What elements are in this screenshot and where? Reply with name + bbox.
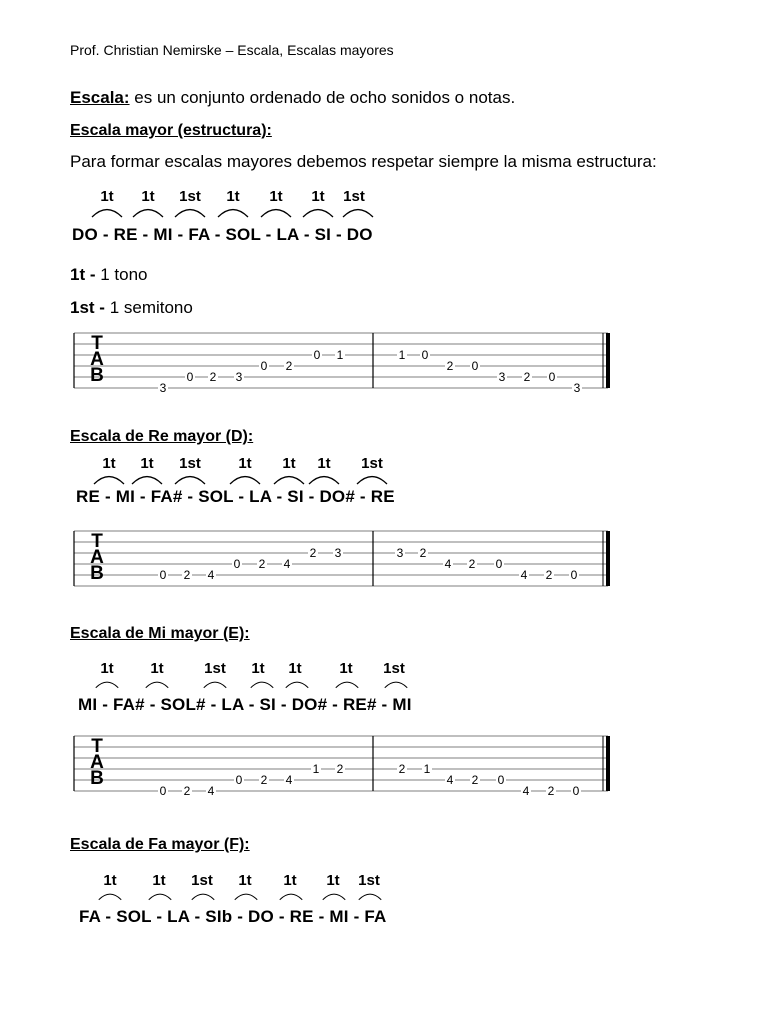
interval-label: 1st <box>191 872 213 889</box>
interval-label: 1st <box>358 872 380 889</box>
tab-fret-number: 2 <box>285 359 293 373</box>
slur-arc <box>250 678 274 690</box>
tab-fret-number: 2 <box>446 359 454 373</box>
slur-arc <box>234 890 258 902</box>
tab-fret-number: 2 <box>471 773 479 787</box>
tab-fret-number: 0 <box>495 557 503 571</box>
tab-clef-letter: A <box>90 349 104 370</box>
tab-fret-number: 2 <box>468 557 476 571</box>
tab-clef-letter: T <box>91 333 103 354</box>
interval-label: 1t <box>100 660 114 677</box>
tab-fret-number: 4 <box>520 568 528 582</box>
tab-fret-number: 3 <box>396 546 404 560</box>
interval-label: 1t <box>152 872 166 889</box>
tab-fret-number: 3 <box>235 370 243 384</box>
slur-arc <box>131 473 163 485</box>
definition-term: Escala: <box>70 88 130 107</box>
slur-arc <box>145 678 169 690</box>
tab-fret-number: 3 <box>334 546 342 560</box>
tab-fret-number: 0 <box>159 568 167 582</box>
interval-label: 1t <box>100 188 114 205</box>
tab-fret-number: 0 <box>572 784 580 798</box>
tab-clef-letter: A <box>90 547 104 568</box>
tab-fret-number: 2 <box>545 568 553 582</box>
tab-fret-number: 0 <box>186 370 194 384</box>
tab-fret-number: 0 <box>570 568 578 582</box>
interval-label: 1t <box>238 455 252 472</box>
slur-arc <box>191 890 215 902</box>
interval-row-fa <box>0 872 768 898</box>
tab-fret-number: 4 <box>285 773 293 787</box>
tab-fret-number: 1 <box>336 348 344 362</box>
slur-arc <box>356 473 388 485</box>
interval-label: 1st <box>343 188 365 205</box>
slur-arc <box>285 678 309 690</box>
tab-fret-number: 4 <box>522 784 530 798</box>
slur-arc <box>335 678 359 690</box>
tab-fret-number: 2 <box>209 370 217 384</box>
tab-fret-number: 0 <box>159 784 167 798</box>
interval-label: 1t <box>150 660 164 677</box>
interval-label: 1t <box>102 455 116 472</box>
tab-barline-end-thick <box>606 736 610 791</box>
tab-fret-number: 0 <box>421 348 429 362</box>
tab-fret-number: 4 <box>283 557 291 571</box>
slur-arc <box>384 678 408 690</box>
interval-row-re <box>0 455 768 481</box>
interval-label: 1t <box>282 455 296 472</box>
tab-clef-letter: B <box>90 365 104 386</box>
tab-fret-number: 0 <box>497 773 505 787</box>
interval-label: 1t <box>238 872 252 889</box>
slur-arc <box>174 473 206 485</box>
tab-fret-number: 4 <box>207 784 215 798</box>
interval-label: 1st <box>361 455 383 472</box>
slur-arc <box>148 890 172 902</box>
scale-notes-mi: MI - FA# - SOL# - LA - SI - DO# - RE# - MI <box>78 695 412 714</box>
slur-arc <box>98 890 122 902</box>
structure-text: Para formar escalas mayores debemos respetar siempre la misma estructura: <box>70 152 657 171</box>
interval-label: 1t <box>226 188 240 205</box>
tab-fret-number: 0 <box>233 557 241 571</box>
interval-label: 1t <box>251 660 265 677</box>
interval-label: 1t <box>311 188 325 205</box>
interval-label: 1t <box>326 872 340 889</box>
tab-fret-number: 1 <box>423 762 431 776</box>
scale-heading-fa: Escala de Fa mayor (F): <box>70 836 250 853</box>
tab-fret-number: 4 <box>207 568 215 582</box>
interval-label: 1t <box>103 872 117 889</box>
interval-label: 1t <box>269 188 283 205</box>
scale-notes-fa: FA - SOL - LA - SIb - DO - RE - MI - FA <box>79 907 387 926</box>
interval-label: 1t <box>141 188 155 205</box>
tab-fret-number: 0 <box>313 348 321 362</box>
tab-fret-number: 2 <box>309 546 317 560</box>
page-header: Prof. Christian Nemirske – Escala, Escalas mayores <box>70 42 394 58</box>
interval-label: 1st <box>179 455 201 472</box>
slur-arc <box>95 678 119 690</box>
legend-value: 1 semitono <box>109 298 193 317</box>
tab-barline-end-thick <box>606 531 610 586</box>
tab-fret-number: 2 <box>398 762 406 776</box>
legend-key: 1st - <box>70 298 110 317</box>
tab-fret-number: 2 <box>523 370 531 384</box>
tab-fret-number: 0 <box>235 773 243 787</box>
tab-fret-number: 2 <box>258 557 266 571</box>
tab-fret-number: 1 <box>398 348 406 362</box>
tab-fret-number: 0 <box>260 359 268 373</box>
tab-fret-number: 3 <box>573 381 581 395</box>
tab-fret-number: 2 <box>547 784 555 798</box>
tab-clef-letter: T <box>91 736 103 757</box>
tab-fret-number: 2 <box>183 784 191 798</box>
interval-label: 1t <box>317 455 331 472</box>
legend-value: 1 tono <box>100 265 148 284</box>
scale-heading-mi: Escala de Mi mayor (E): <box>70 625 250 642</box>
tab-fret-number: 2 <box>183 568 191 582</box>
scale-notes-major: DO - RE - MI - FA - SOL - LA - SI - DO <box>72 225 373 244</box>
slur-arc <box>358 890 382 902</box>
interval-label: 1t <box>288 660 302 677</box>
tab-fret-number: 3 <box>498 370 506 384</box>
tab-clef-letter: B <box>90 768 104 789</box>
tab-clef-letter: T <box>91 531 103 552</box>
tab-clef-letter: A <box>90 752 104 773</box>
interval-label: 1st <box>383 660 405 677</box>
interval-label: 1t <box>283 872 297 889</box>
tab-clef-letter: B <box>90 563 104 584</box>
scale-notes-re: RE - MI - FA# - SOL - LA - SI - DO# - RE <box>76 487 395 506</box>
tab-fret-number: 1 <box>312 762 320 776</box>
tab-fret-number: 2 <box>260 773 268 787</box>
tab-fret-number: 2 <box>336 762 344 776</box>
slur-arc <box>229 473 261 485</box>
scale-heading-re: Escala de Re mayor (D): <box>70 428 254 445</box>
slur-arc <box>279 890 303 902</box>
tab-fret-number: 4 <box>444 557 452 571</box>
tab-fret-number: 2 <box>419 546 427 560</box>
slur-arc <box>273 473 305 485</box>
tab-fret-number: 3 <box>159 381 167 395</box>
structure-heading: Escala mayor (estructura): <box>70 122 272 139</box>
slur-arc <box>203 678 227 690</box>
legend-key: 1t - <box>70 265 101 284</box>
interval-label: 1st <box>204 660 226 677</box>
slur-arc <box>308 473 340 485</box>
interval-label: 1st <box>179 188 201 205</box>
slur-arc <box>322 890 346 902</box>
tab-fret-number: 4 <box>446 773 454 787</box>
interval-row-mi <box>0 660 768 686</box>
interval-label: 1t <box>339 660 353 677</box>
slur-arc <box>93 473 125 485</box>
tab-fret-number: 0 <box>548 370 556 384</box>
interval-label: 1t <box>140 455 154 472</box>
definition-text: es un conjunto ordenado de ocho sonidos o notas. <box>129 88 516 107</box>
tab-barline-end-thick <box>606 333 610 388</box>
tab-fret-number: 0 <box>471 359 479 373</box>
